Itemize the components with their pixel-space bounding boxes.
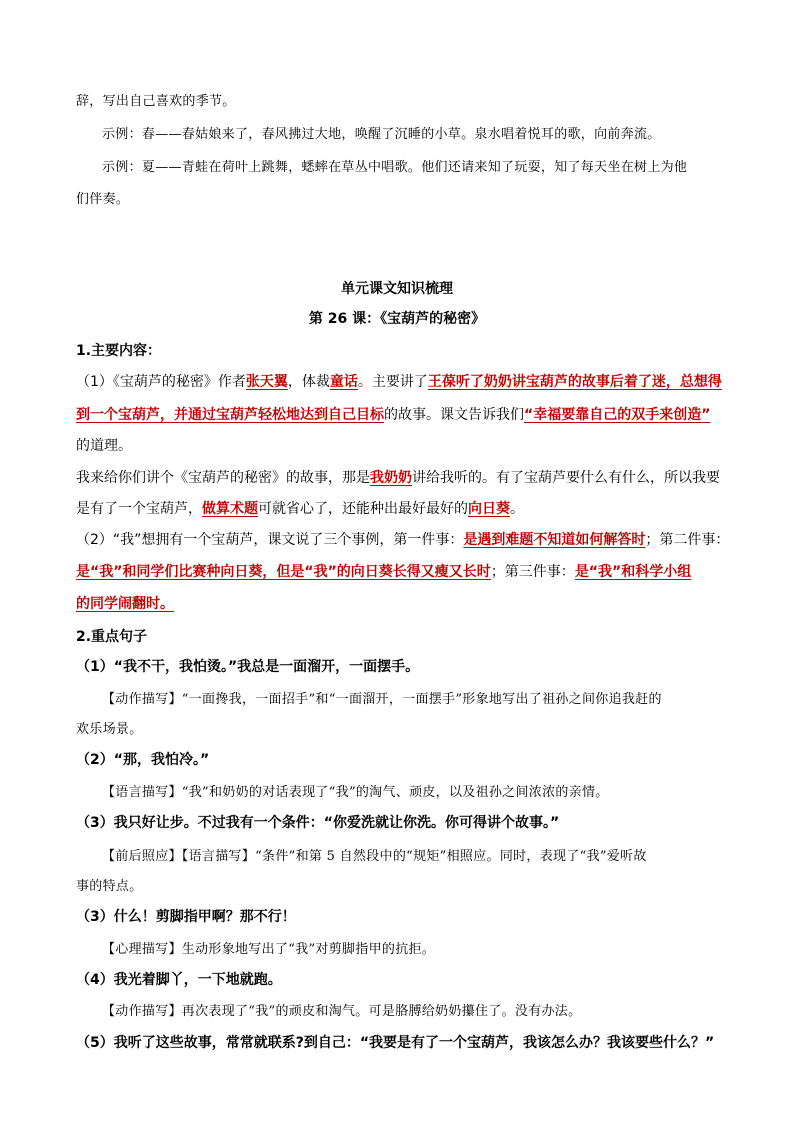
sentence-6: （5）我听了这些故事，常常就联系?到自己：“我要是有了一个宝葫芦，我该怎么办？我该要些什么？” — [76, 1035, 715, 1051]
note-1-line1: 【动作描写】“一面搀我，一面招手”和“一面溜开，一面摆手”形象地写出了祖孙之间你追我赶的 — [102, 692, 662, 707]
sentence-1: （1）“我不干，我怕烫。”我总是一面溜开，一面摆手。 — [76, 659, 420, 675]
main-p1-line2: 到一个宝葫芦，并通过宝葫芦轻松地达到自己目标的故事。课文告诉我们“幸福要靠自己的双手来创造” — [76, 407, 711, 423]
example-spring: 示例：春——春姑娘来了，春风拂过大地，唤醒了沉睡的小草。泉水唱着悦耳的歌，向前奔流。 — [102, 127, 661, 142]
sentence-2: （2）“那，我怕冷。” — [76, 752, 210, 768]
main-p2-line1: 我来给你们讲个《宝葫芦的秘密》的故事，那是我奶奶讲给我听的。有了宝葫芦要什么有什么，所以我要 — [76, 470, 720, 486]
note-2: 【语言描写】“我”和奶奶的对话表现了“我”的淘气、顽皮，以及祖孙之间浓浓的亲情。 — [102, 785, 609, 800]
note-5: 【动作描写】再次表现了“我”的顽皮和淘气。可是胳膊给奶奶攥住了。没有办法。 — [102, 1004, 582, 1019]
example-summer-line2: 们伴奏。 — [76, 192, 130, 207]
note-4: 【心理描写】生动形象地写出了“我”对剪脚指甲的抗拒。 — [102, 942, 436, 957]
main-p3-line3: 的同学闹翻时。 — [76, 596, 174, 612]
note-1-line2: 欢乐场景。 — [76, 722, 143, 737]
main-p3-line2: 是“我”和同学们比赛种向日葵，但是“我”的向日葵长得又瘦又长时；第三件事：是“我”和科学小组 — [76, 564, 692, 580]
main-p1-line3: 的道理。 — [76, 438, 132, 454]
section-title: 单元课文知识梳理 — [341, 281, 453, 297]
intro-tail: 辞，写出自己喜欢的季节。 — [76, 94, 236, 109]
lesson-title: 第 26 课：《宝葫芦的秘密》 — [308, 311, 486, 327]
heading-key-sentences: 2.重点句子 — [76, 629, 148, 645]
note-3-line1: 【前后照应】【语言描写】“条件”和第 5 自然段中的“规矩”相照应。同时，表现了“我”爱听故 — [102, 849, 647, 864]
main-p3-line1: （2）“我”想拥有一个宝葫芦，课文说了三个事例，第一件事：是遇到难题不知道如何解答时；第二件事： — [76, 532, 730, 548]
note-3-line2: 事的特点。 — [76, 879, 143, 894]
sentence-3: （3）我只好让步。不过我有一个条件：“你爱洗就让你洗。你可得讲个故事。” — [76, 815, 560, 831]
sentence-5: （4）我光着脚丫，一下地就跑。 — [76, 972, 282, 988]
main-p1-line1: （1）《宝葫芦的秘密》作者张天翼，体裁童话。主要讲了王葆听了奶奶讲宝葫芦的故事后着了迷，总想得 — [76, 374, 722, 390]
heading-main-content: 1.主要内容： — [76, 343, 162, 359]
main-p2-line2: 是有了一个宝葫芦，做算术题可就省心了，还能种出最好最好的向日葵。 — [76, 501, 524, 517]
sentence-4: （3）什么！剪脚指甲啊？那不行！ — [76, 909, 296, 925]
example-summer-line1: 示例：夏——青蛙在荷叶上跳舞，蟋蟀在草丛中唱歌。他们还请来知了玩耍，知了每天坐在树上为他 — [102, 160, 688, 175]
